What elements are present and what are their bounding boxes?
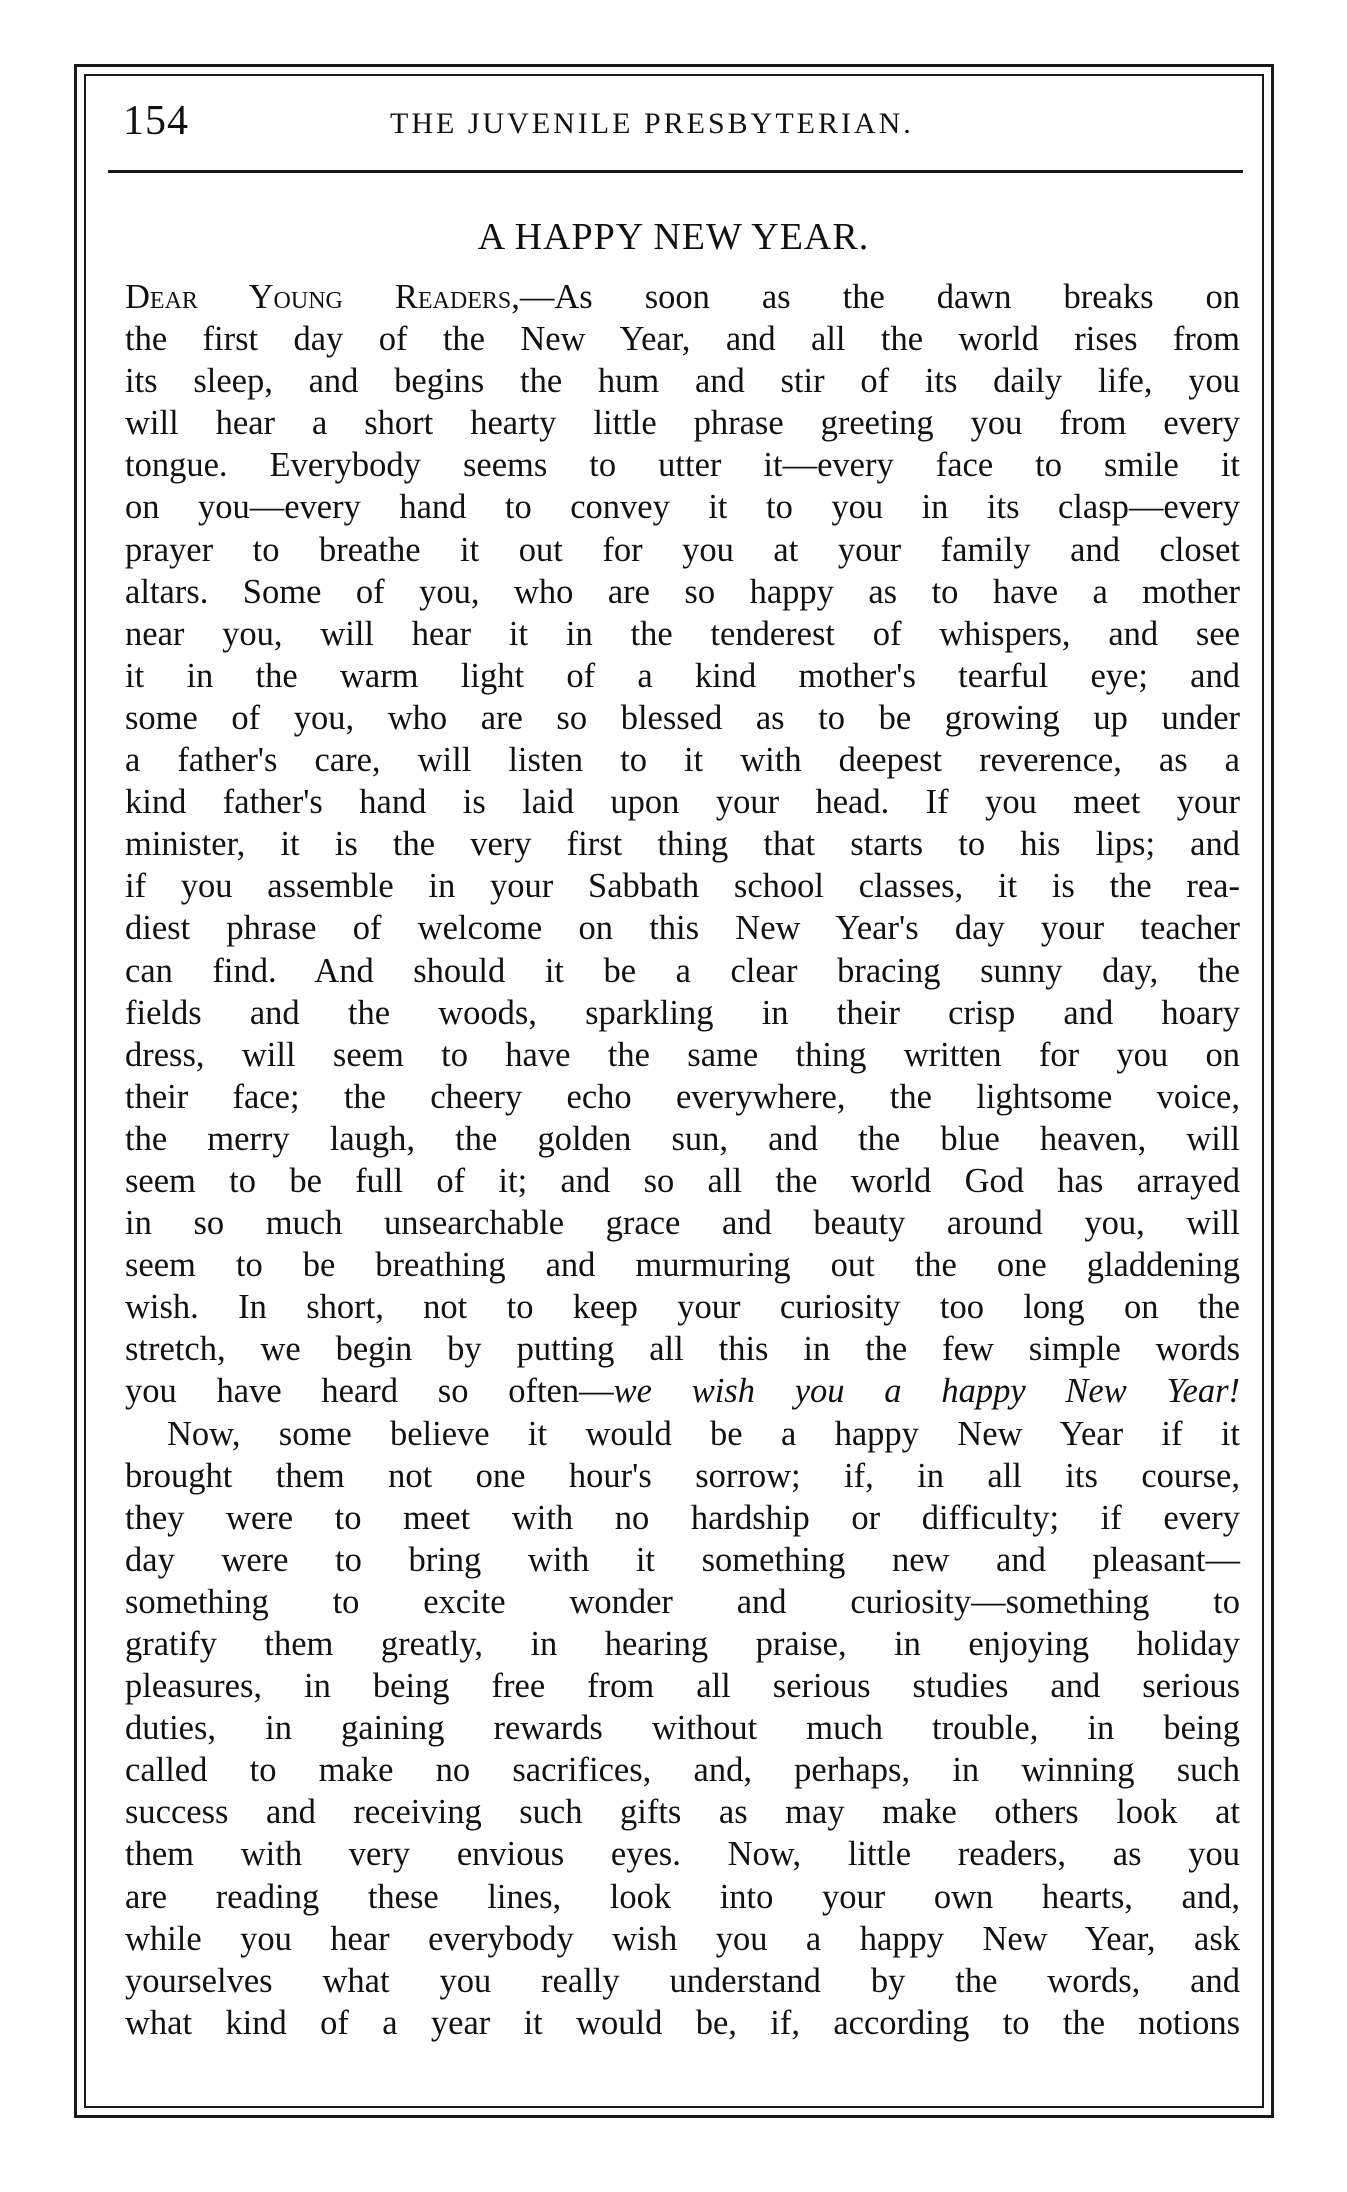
text-line: duties, in gaining rewards without much trouble, in being bbox=[125, 1709, 1240, 1748]
text-line: a father's care, will listen to it with deepest reverence, as a bbox=[125, 741, 1240, 780]
text-line: some of you, who are so blessed as to be growing up under bbox=[125, 698, 1240, 737]
text-line: pleasures, in being free from all serious studies and serious bbox=[125, 1667, 1240, 1706]
text-line: near you, will hear it in the tenderest of whispers, and see bbox=[125, 614, 1240, 653]
text-line-fragment: —As soon as the dawn breaks on bbox=[519, 278, 1241, 316]
text-line: altars. Some of you, who are so happy as to have a mother bbox=[125, 572, 1240, 611]
text-line: something to excite wonder and curiosity—something to bbox=[125, 1582, 1240, 1621]
text-line: stretch, we begin by putting all this in the few simple words bbox=[125, 1330, 1240, 1369]
text-line: called to make no sacrifices, and, perhaps, in winning such bbox=[125, 1751, 1240, 1790]
running-title: THE JUVENILE PRESBYTERIAN. bbox=[390, 107, 914, 140]
text-line: if you assemble in your Sabbath school classes, it is the rea- bbox=[125, 867, 1240, 906]
emphasis-phrase: we wish you a happy New Year! bbox=[613, 1372, 1240, 1411]
text-line: what kind of a year it would be, if, according to the notions bbox=[125, 2003, 1240, 2042]
text-line: their face; the cheery echo everywhere, the lightsome voice, bbox=[125, 1077, 1240, 1116]
text-line: can find. And should it be a clear bracing sunny day, the bbox=[125, 951, 1240, 990]
text-line: they were to meet with no hardship or difficulty; if every bbox=[125, 1498, 1240, 1537]
text-line: wish. In short, not to keep your curiosity too long on the bbox=[125, 1288, 1240, 1327]
text-line: them with very envious eyes. Now, little readers, as you bbox=[125, 1835, 1240, 1874]
text-line: minister, it is the very first thing that starts to his lips; and bbox=[125, 825, 1240, 864]
salutation: Dear Young Readers, bbox=[125, 278, 520, 316]
text-line: while you hear everybody wish you a happy New Year, ask bbox=[125, 1919, 1240, 1958]
text-line: on you—every hand to convey it to you in its clasp—every bbox=[125, 488, 1240, 527]
text-line: the first day of the New Year, and all the world rises from bbox=[125, 320, 1240, 359]
text-line: will hear a short hearty little phrase greeting you from every bbox=[125, 404, 1240, 443]
text-line: seem to be breathing and murmuring out the one gladdening bbox=[125, 1246, 1240, 1285]
text-line: seem to be full of it; and so all the world God has arrayed bbox=[125, 1161, 1240, 1200]
article-body bbox=[125, 276, 1240, 2044]
text-line: are reading these lines, look into your own hearts, and, bbox=[125, 1877, 1240, 1916]
article-title: A HAPPY NEW YEAR. bbox=[477, 216, 870, 258]
text-line-fragment: you have heard so often— bbox=[125, 1372, 614, 1411]
text-line bbox=[125, 1370, 1240, 1412]
text-line: success and receiving such gifts as may make others look at bbox=[125, 1793, 1240, 1832]
text-line: in so much unsearchable grace and beauty around you, will bbox=[125, 1204, 1240, 1243]
header-rule bbox=[108, 170, 1243, 173]
text-line: brought them not one hour's sorrow; if, in all its course, bbox=[125, 1456, 1240, 1495]
text-line: prayer to breathe it out for you at your family and closet bbox=[125, 530, 1240, 569]
text-line: its sleep, and begins the hum and stir of its daily life, you bbox=[125, 362, 1240, 401]
text-line: yourselves what you really understand by the words, and bbox=[125, 1961, 1240, 2000]
text-line: dress, will seem to have the same thing written for you on bbox=[125, 1035, 1240, 1074]
text-line: gratify them greatly, in hearing praise, in enjoying holiday bbox=[125, 1625, 1240, 1663]
page-number: 154 bbox=[123, 98, 189, 144]
text-line: day were to bring with it something new and pleasant— bbox=[125, 1540, 1240, 1579]
text-line: fields and the woods, sparkling in their crisp and hoary bbox=[125, 993, 1240, 1032]
paragraph-start-line: Now, some believe it would be a happy New Year if it bbox=[167, 1414, 1240, 1453]
text-line: kind father's hand is laid upon your head. If you meet your bbox=[125, 783, 1240, 822]
text-line: tongue. Everybody seems to utter it—every face to smile it bbox=[125, 446, 1240, 485]
text-line: the merry laugh, the golden sun, and the blue heaven, will bbox=[125, 1119, 1240, 1158]
text-line bbox=[125, 276, 1240, 318]
text-line: diest phrase of welcome on this New Year's day your teacher bbox=[125, 909, 1240, 948]
text-line: it in the warm light of a kind mother's tearful eye; and bbox=[125, 656, 1240, 695]
